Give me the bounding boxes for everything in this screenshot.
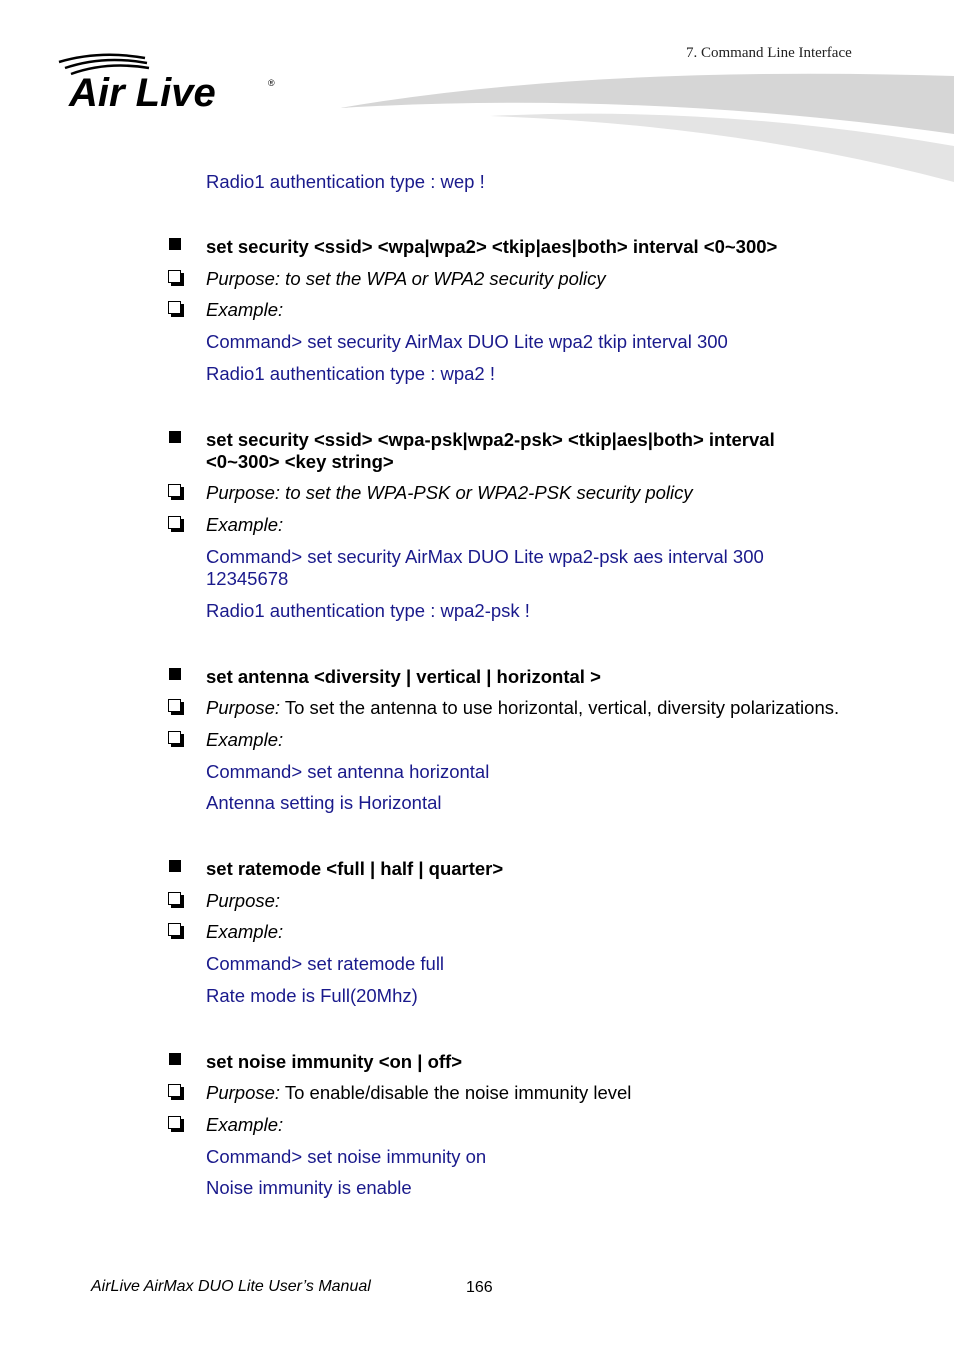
example-result: Radio1 authentication type : wpa2 ! xyxy=(206,363,495,384)
example-command: Command> set noise immunity on xyxy=(206,1146,487,1167)
purpose-text: To set the antenna to use horizontal, vertical, diversity polarizations. xyxy=(280,697,840,718)
purpose-label: Purpose: xyxy=(206,697,281,718)
example-command: Command> set security AirMax DUO Lite wpa2 tkip interval 300 xyxy=(206,331,728,352)
square-bullet-icon xyxy=(169,860,181,872)
example-label: Example: xyxy=(206,1114,284,1135)
airlive-logo xyxy=(55,48,285,112)
checkbox-bullet-icon xyxy=(168,892,181,905)
checkbox-bullet-icon xyxy=(168,923,181,936)
purpose-text: To enable/disable the noise immunity level xyxy=(280,1082,632,1103)
example-command: Command> set antenna horizontal xyxy=(206,761,490,782)
chapter-title: 7. Command Line Interface xyxy=(686,45,852,61)
checkbox-bullet-icon xyxy=(168,1084,181,1097)
checkbox-bullet-icon xyxy=(168,1116,181,1129)
purpose-line xyxy=(206,697,839,719)
page-number: 166 xyxy=(466,1279,493,1296)
purpose-text: Purpose: to set the WPA or WPA2 security policy xyxy=(206,268,606,289)
logo-wordmark: Air Live xyxy=(69,71,216,112)
checkbox-bullet-icon xyxy=(168,301,181,314)
checkbox-bullet-icon xyxy=(168,731,181,744)
example-label: Example: xyxy=(206,299,284,320)
command-title: set security <ssid> <wpa|wpa2> <tkip|aes|both> interval <0~300> xyxy=(206,236,778,257)
result-line-wep: Radio1 authentication type : wep ! xyxy=(206,171,485,192)
example-label: Example: xyxy=(206,921,284,942)
command-title-cont: <0~300> <key string> xyxy=(206,451,394,472)
purpose-label: Purpose: xyxy=(206,1082,281,1103)
example-command: Command> set ratemode full xyxy=(206,953,445,974)
example-command-cont: 12345678 xyxy=(206,568,289,589)
example-result: Noise immunity is enable xyxy=(206,1177,412,1198)
square-bullet-icon xyxy=(169,668,181,680)
square-bullet-icon xyxy=(169,431,181,443)
command-title: set antenna <diversity | vertical | horizontal > xyxy=(206,666,601,687)
command-title: set noise immunity <on | off> xyxy=(206,1051,462,1072)
command-title: set ratemode <full | half | quarter> xyxy=(206,858,504,879)
checkbox-bullet-icon xyxy=(168,270,181,283)
example-result: Rate mode is Full(20Mhz) xyxy=(206,985,418,1006)
command-title: set security <ssid> <wpa-psk|wpa2-psk> <tkip|aes|both> interval xyxy=(206,429,775,450)
example-result: Radio1 authentication type : wpa2-psk ! xyxy=(206,600,530,621)
example-label: Example: xyxy=(206,514,284,535)
example-label: Example: xyxy=(206,729,284,750)
footer-manual-title: AirLive AirMax DUO Lite User’s Manual xyxy=(91,1278,371,1295)
purpose-line xyxy=(206,1082,631,1104)
square-bullet-icon xyxy=(169,1053,181,1065)
checkbox-bullet-icon xyxy=(168,699,181,712)
checkbox-bullet-icon xyxy=(168,516,181,529)
svg-text:®: ® xyxy=(268,78,275,88)
example-result: Antenna setting is Horizontal xyxy=(206,792,442,813)
square-bullet-icon xyxy=(169,238,181,250)
example-command: Command> set security AirMax DUO Lite wpa2-psk aes interval 300 xyxy=(206,546,764,567)
checkbox-bullet-icon xyxy=(168,484,181,497)
purpose-label: Purpose: xyxy=(206,890,281,911)
purpose-text: Purpose: to set the WPA-PSK or WPA2-PSK security policy xyxy=(206,482,693,503)
